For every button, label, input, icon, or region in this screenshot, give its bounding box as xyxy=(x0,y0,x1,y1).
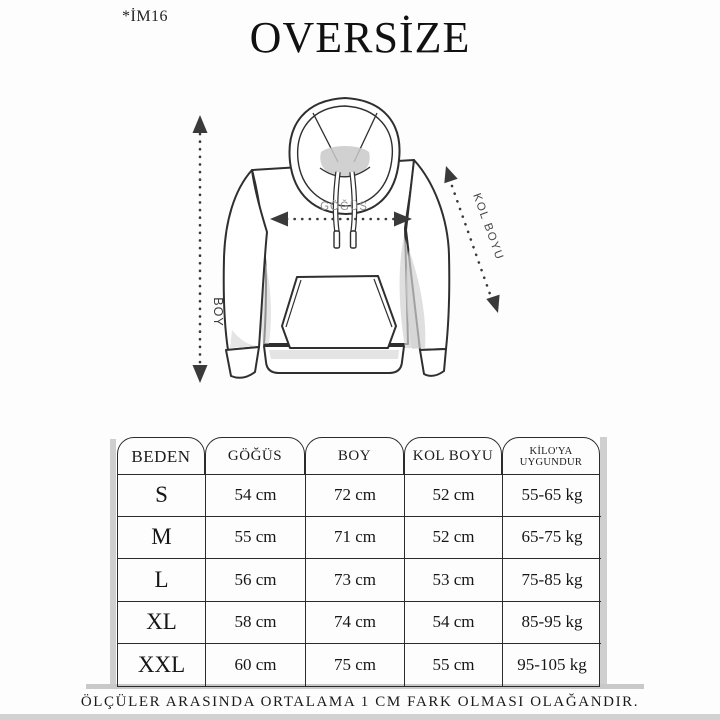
col-header-beden: BEDEN xyxy=(117,437,205,475)
product-code: *İM16 xyxy=(122,8,169,25)
length-arrow xyxy=(193,115,208,383)
size-table-header xyxy=(117,437,600,475)
scan-strip-bottom xyxy=(0,714,720,720)
length-cell: 75 cm xyxy=(306,644,405,686)
col-header-gogus: GÖĞÜS xyxy=(205,437,305,475)
length-cell: 72 cm xyxy=(306,474,405,516)
hoodie-pocket xyxy=(282,276,396,348)
footer-note: ÖLÇÜLER ARASINDA ORTALAMA 1 CM FARK OLMASI OLAĞANDIR. xyxy=(80,694,640,710)
length-cell: 74 cm xyxy=(306,602,405,644)
sleeve-cell: 52 cm xyxy=(405,474,503,516)
size-table-body xyxy=(117,473,600,687)
chest-cell: 60 cm xyxy=(206,644,306,686)
size-cell: XXL xyxy=(118,644,206,686)
sleeve-cell: 52 cm xyxy=(405,517,503,559)
sleeve-cell: 53 cm xyxy=(405,559,503,601)
chest-label: GÖĞÜS xyxy=(320,201,368,213)
page-title: OVERSİZE xyxy=(249,13,471,62)
size-cell: L xyxy=(118,559,206,601)
size-table xyxy=(117,437,600,687)
sleeve-cell: 55 cm xyxy=(405,644,503,686)
hoodie-right-sleeve xyxy=(406,160,449,376)
scan-strip-right xyxy=(600,437,607,689)
weight-cell: 75-85 kg xyxy=(503,559,601,601)
size-cell: XL xyxy=(118,602,206,644)
sleeve-cell: 54 cm xyxy=(405,602,503,644)
hoodie-hood xyxy=(289,98,399,214)
weight-cell: 65-75 kg xyxy=(503,517,601,559)
chest-cell: 55 cm xyxy=(206,517,306,559)
chest-cell: 58 cm xyxy=(206,602,306,644)
scan-strip-left xyxy=(110,439,116,687)
length-label: BOY xyxy=(211,297,225,327)
col-header-kiloya-uygundur: KİLO'YA UYGUNDUR xyxy=(502,437,600,475)
length-cell: 73 cm xyxy=(306,559,405,601)
length-cell: 71 cm xyxy=(306,517,405,559)
hoodie-hem xyxy=(264,346,404,373)
weight-cell: 55-65 kg xyxy=(503,474,601,516)
size-cell: S xyxy=(118,474,206,516)
col-header-kol-boyu: KOL BOYU xyxy=(404,437,502,475)
col-header-boy: BOY xyxy=(305,437,404,475)
weight-cell: 85-95 kg xyxy=(503,602,601,644)
hoodie-diagram xyxy=(0,85,720,430)
size-cell: M xyxy=(118,517,206,559)
weight-cell: 95-105 kg xyxy=(517,655,587,675)
chest-cell: 54 cm xyxy=(206,474,306,516)
sleeve-label: KOL BOYU xyxy=(470,191,506,263)
chest-cell: 56 cm xyxy=(206,559,306,601)
